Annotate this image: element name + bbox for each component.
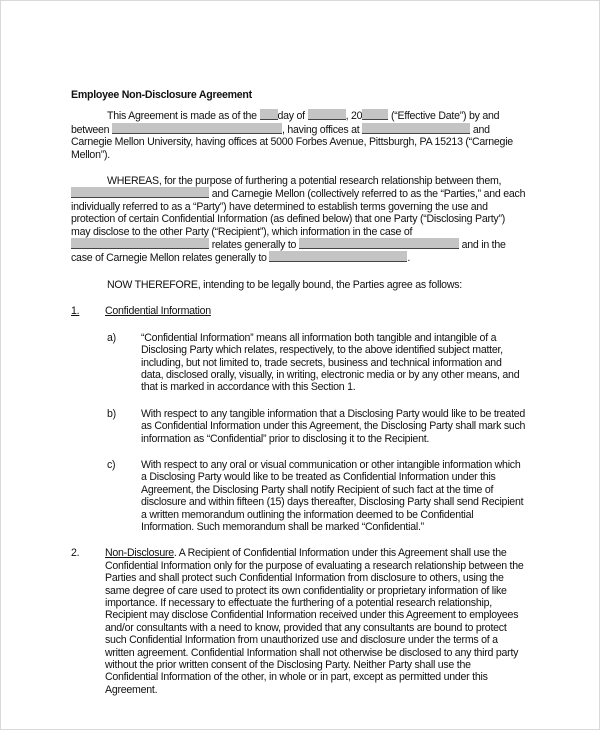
document-body bbox=[71, 89, 526, 710]
document-title: Employee Non-Disclosure Agreement bbox=[71, 89, 252, 101]
cmu-subject-field[interactable] bbox=[269, 251, 407, 262]
section-title: Non-Disclosure bbox=[105, 547, 174, 560]
whereas-text: . bbox=[407, 252, 411, 265]
month-field[interactable] bbox=[308, 109, 346, 120]
whereas-text: relates generally to bbox=[209, 239, 299, 252]
section-2-body bbox=[105, 547, 526, 696]
year-field[interactable] bbox=[362, 109, 388, 120]
party-case-field[interactable] bbox=[71, 238, 209, 249]
intro-text: , 20 bbox=[345, 110, 363, 123]
item-text: With respect to any tangible information that a Disclosing Party would like to be treated as Confidential Information under this Agreement, the Disclosing Party shall mark such information as “Confidential” prior to disclosing it to the Recipient. bbox=[141, 407, 526, 445]
day-field[interactable] bbox=[260, 109, 278, 120]
intro-text: , having offices at bbox=[282, 123, 363, 136]
section-1-item bbox=[107, 459, 526, 533]
whereas-paragraph bbox=[71, 175, 526, 265]
section-2 bbox=[71, 547, 526, 696]
section-text: . A Recipient of Confidential Information under this Agreement shall use the Confidential Information only for the purpose of evaluating a research relationship between the Parties and shall protect such Confidential Information from disclosure to others, using the same degree of care used to protect its own confidentiality or proprietary information of like importance. If necessary to effectuate the furthering of a potential research relationship, Recipient may disclose Confidential Information received under this Agreement to employees and/or consultants with a need to know, provided that any consultants are bound to protect such Confidential Information from unauthorized use and disclosure under the terms of a written agreement. Confidential Information shall not otherwise be disclosed to any third party without the prior written consent of the Disclosing Party. Neither Party shall use the Confidential Information of the other, in whole or in part, except as permitted under this Agreement. bbox=[105, 547, 524, 696]
section-1-item bbox=[107, 408, 526, 445]
whereas-text: and in the case of Carnegie Mellon relates generally to bbox=[71, 239, 506, 265]
item-text: “Confidential Information” means all information both tangible and intangible of a Disclosing Party which relates, respectively, to the above identified subject matter, including, but not limited to, trade secrets, business and technical information and data, disclosed orally, visually, in writing, electronic media or by any other means, and that is marked in accordance with this Section 1. bbox=[141, 331, 520, 394]
section-number: 2. bbox=[71, 547, 80, 560]
party-name-field[interactable] bbox=[112, 123, 282, 134]
item-label: b) bbox=[107, 407, 116, 420]
intro-paragraph bbox=[71, 109, 526, 161]
section-title: Confidential Information bbox=[105, 305, 211, 318]
section-1-heading bbox=[71, 305, 526, 317]
now-therefore-paragraph: NOW THEREFORE, intending to be legally bound, the Parties agree as follows: bbox=[107, 278, 462, 291]
intro-text: (“Effective Date”) by and between bbox=[71, 110, 500, 136]
whereas-text: and Carnegie Mellon (collectively referred to as the “Parties,” and each individually referred to as a “Party”) have determined to establish terms governing the use and protection of certain Confidential Information (as defined below) that one Party (“Disclosing Party”) may disclose to the other Party (“Recipient”), which information in the case of bbox=[71, 188, 526, 238]
item-text: With respect to any oral or visual communication or other intangible information which a Disclosing Party would like to be treated as Confidential Information under this Agreement, the Disclosing Party shall notify Recipient of such fact at the time of disclosure and within fifteen (15) days thereafter, Disclosing Party shall send Recipient a written memorandum outlining the information deemed to be Confidential Information. Such memorandum shall be marked “Confidential.” bbox=[141, 458, 524, 533]
item-label: c) bbox=[107, 458, 116, 471]
section-number: 1. bbox=[71, 305, 80, 318]
party-subject-field[interactable] bbox=[299, 238, 459, 249]
item-label: a) bbox=[107, 331, 116, 344]
intro-text: This Agreement is made as of the bbox=[107, 110, 260, 123]
intro-text: and Carnegie Mellon University, having offices at 5000 Forbes Avenue, Pittsburgh, PA 15213 (“Carnegie Mellon”). bbox=[71, 123, 513, 161]
party-address-field[interactable] bbox=[362, 123, 470, 134]
party-name-field-2[interactable] bbox=[71, 187, 209, 198]
section-1-item bbox=[107, 332, 526, 394]
intro-text: day of bbox=[277, 110, 308, 123]
whereas-text: WHEREAS, for the purpose of furthering a potential research relationship between them, bbox=[107, 175, 502, 188]
